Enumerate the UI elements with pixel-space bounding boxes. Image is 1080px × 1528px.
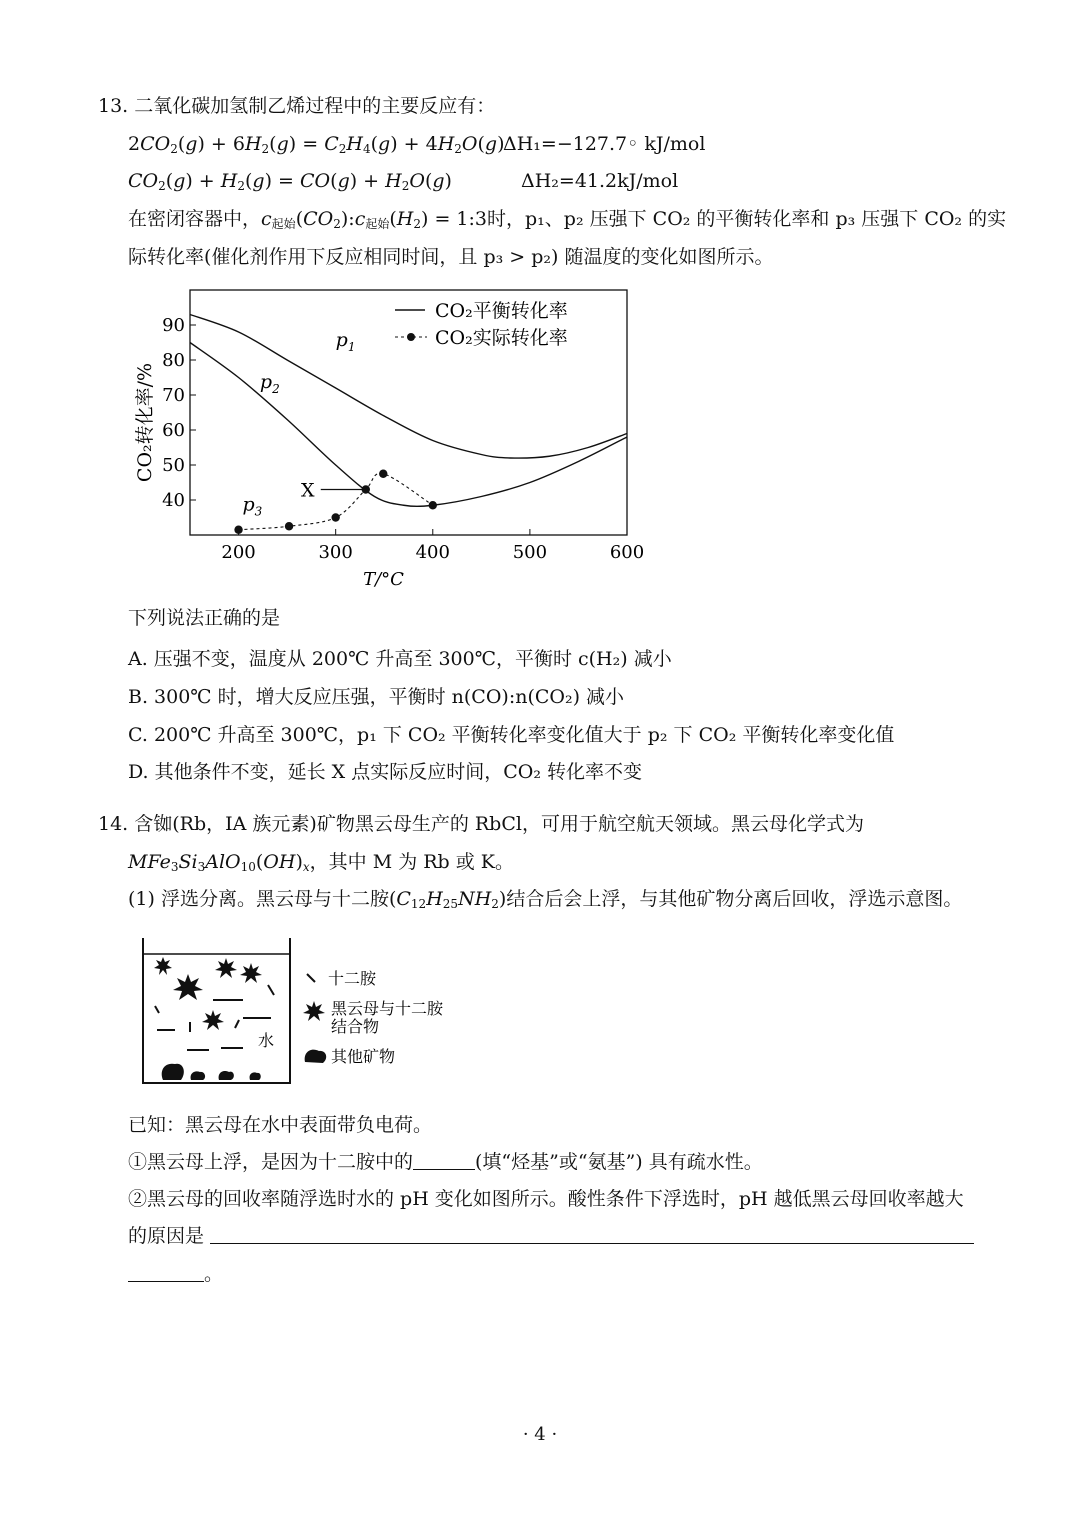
beaker-outline [143,938,290,1083]
q14-sub1 [128,1149,763,1175]
q13-condition-line-1 [128,206,1006,237]
y-axis-label: CO₂转化率/% [134,362,156,483]
q13-number: 13. [98,95,129,117]
x-tick-label: 200 [221,542,256,563]
q13-condition-line-2: 际转化率(催化剂作用下反应相同时间，且 p₃ > p₂) 随温度的变化如图所示。 [128,246,774,268]
q13-stem: 二氧化碳加氢制乙烯过程中的主要反应有： [134,95,496,117]
legend-label-equilibrium: CO₂平衡转化率 [435,300,568,322]
q14-part1 [128,886,962,917]
bound-particles [154,957,262,1030]
part1-rest: )结合后会上浮，与其他矿物分离后回收，浮选示意图。 [498,888,963,910]
q13-equation-2 [128,168,679,199]
q14-known: 已知：黑云母在水中表面带负电荷。 [128,1114,433,1136]
answer-blank-2[interactable] [210,1225,974,1244]
biotite-formula: $MFe_3Si_3AlO_{10}(OH)_x$ [128,851,310,874]
legend-marker [407,333,415,341]
y-tick-label: 60 [162,420,185,441]
bound-particle [202,1010,224,1030]
bound-particle [173,974,203,1000]
other-mineral [162,1064,184,1080]
series-label-p2: $p_2$ [259,371,280,396]
x-tick-label: 500 [512,542,548,563]
condition-prefix: 在密闭容器中， [128,208,262,230]
bound-particle [215,958,237,978]
q14-line-1 [98,811,864,837]
q14-line-2 [128,849,514,880]
sub2-reason-prefix: 的原因是 [128,1225,205,1247]
co2-conversion-chart [125,280,655,590]
q14-intro: 含铷(Rb，ⅠA 族元素)矿物黑云母生产的 RbCl，可用于航空航天领域。黑云母化学式为 [134,813,864,835]
q14-sub2-tail [128,1223,974,1249]
formula-note: ，其中 M 为 Rb 或 K。 [309,851,514,873]
y-tick-label: 50 [162,455,185,476]
eq1-formula: $2CO_2(g) + 6H_2(g) = C_2H_4(g) + 4H_2O(g)$ [128,133,505,156]
x-tick-label: 300 [318,542,353,563]
answer-blank-1[interactable] [413,1151,475,1170]
q13-option-c: C. 200℃ 升高至 300℃，p₁ 下 CO₂ 平衡转化率变化值大于 p₂ 下 CO₂ 平衡转化率变化值 [128,724,895,746]
dodecylamine-formula: $C_{12}H_{25}NH_2$ [396,888,499,911]
x-tick-label: 600 [609,542,645,563]
data-point-p3 [429,501,437,509]
eq2-delta: ΔH₂=41.2kJ/mol [521,170,679,192]
other-mineral [191,1071,206,1080]
annotation-label: X [301,479,315,502]
data-point-p3 [234,526,242,534]
bound-particle [154,957,172,975]
legend-bound-label-2: 结合物 [331,1017,380,1036]
amine-molecule [268,985,274,995]
other-mineral [250,1072,261,1080]
part1-prefix: (1) 浮选分离。黑云母与十二胺( [128,888,397,910]
condition-rest: 时，p₁、p₂ 压强下 CO₂ 的平衡转化率和 p₃ 压强下 CO₂ 的实 [487,208,1007,230]
series-line-p2 [190,343,627,507]
y-tick-label: 90 [162,315,185,336]
q13-option-b: B. 300℃ 时，增大反应压强，平衡时 n(CO):n(CO₂) 减小 [128,686,625,708]
q13-option-d: D. 其他条件不变，延长 X 点实际反应时间，CO₂ 转化率不变 [128,761,643,783]
amine-molecule [155,1006,159,1013]
page-number: · 4 · [522,1424,558,1445]
q13-option-a: A. 压强不变，温度从 200℃ 升高至 300℃，平衡时 c(H₂) 减小 [128,648,672,670]
q14-sub2-tail-2 [128,1261,223,1287]
answer-blank-2-continued[interactable] [128,1263,204,1282]
eq2-formula: $CO_2(g) + H_2(g) = CO(g) + H_2O(g)$ [128,170,452,193]
legend-bound-icon [303,1001,325,1021]
data-point-p3 [331,513,339,521]
sub1-prefix: ①黑云母上浮，是因为十二胺中的 [128,1151,414,1173]
other-minerals [162,1064,261,1080]
series-label-p1: $p_1$ [335,329,356,354]
q14-number: 14. [98,813,129,835]
y-tick-label: 80 [162,350,185,371]
flotation-diagram [135,930,475,1090]
data-point-p3 [285,522,293,530]
series-label-p3: $p_3$ [242,493,263,519]
legend-amine-label: 十二胺 [328,969,377,988]
eq1-delta: ΔH₁=−127.7◦ kJ/mol [503,133,706,155]
water-label: 水 [258,1031,275,1050]
legend-bound-label-1: 黑云母与十二胺 [331,999,444,1018]
q13-stem-line [98,93,495,119]
sub1-rest: (填“烃基”或“氨基”) 具有疏水性。 [475,1151,763,1173]
other-mineral [219,1071,234,1080]
x-axis-label: T/°C [363,569,404,590]
q13-prompt: 下列说法正确的是 [128,607,281,629]
q14-sub2: ②黑云母的回收率随浮选时水的 pH 变化如图所示。酸性条件下浮选时，pH 越低黑云母回收率越大 [128,1188,964,1210]
amine-molecule [235,1020,239,1028]
q13-equation-1 [128,131,706,162]
end-mark: 。 [204,1263,224,1285]
legend-other-icon [305,1050,327,1063]
legend-amine-icon [307,974,315,982]
y-tick-label: 40 [162,490,185,511]
legend-label-actual: CO₂实际转化率 [435,327,568,349]
legend-other-label: 其他矿物 [331,1047,396,1066]
bound-particle [240,963,262,983]
data-point-p3 [379,470,387,478]
x-tick-label: 400 [415,542,450,563]
y-tick-label: 70 [162,385,185,406]
ratio-expression: $c_{起始}(CO_2):c_{起始}(H_2)$ = 1:3 [261,208,488,231]
